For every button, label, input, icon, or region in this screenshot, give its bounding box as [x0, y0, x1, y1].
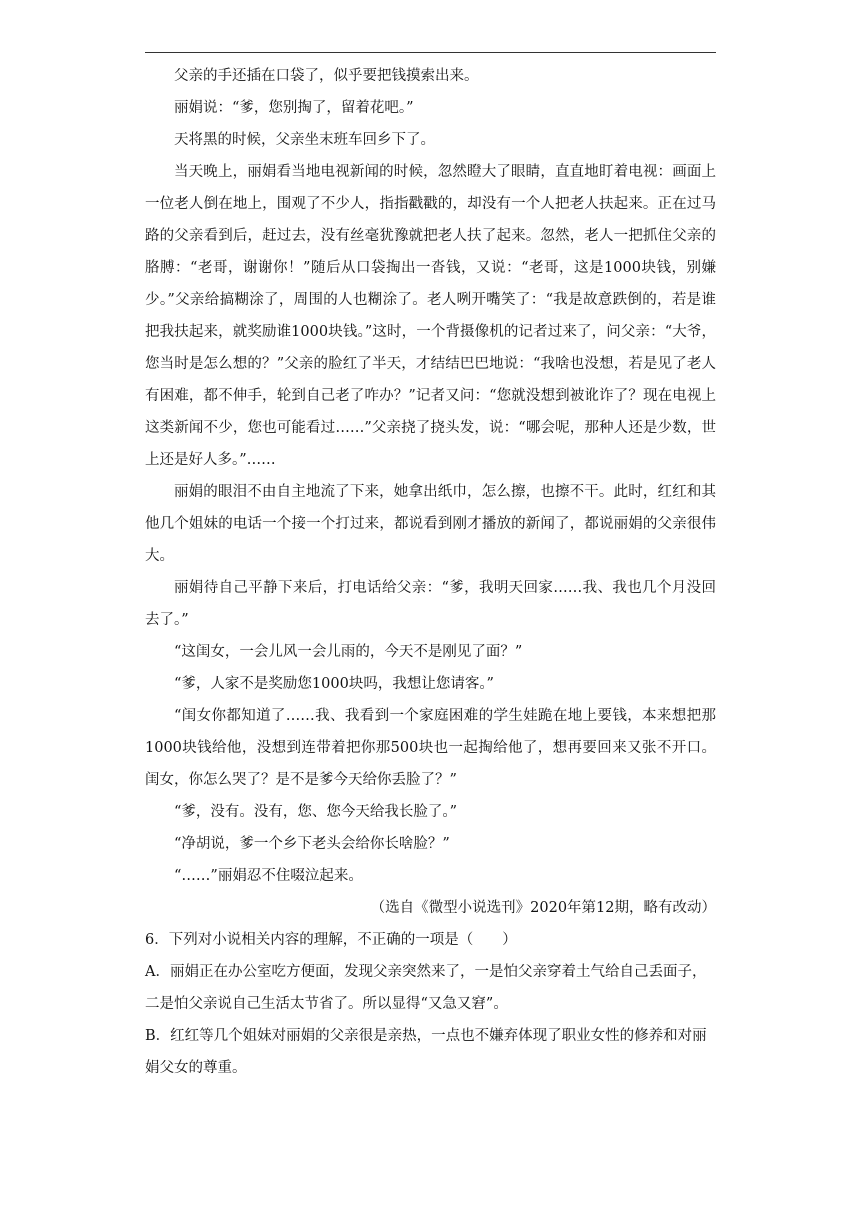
document-body	[145, 60, 716, 1084]
paragraph: “……”丽娟忍不住啜泣起来。	[174, 868, 363, 884]
paragraph: 丽娟的眼泪不由自主地流了下来，她拿出纸巾，怎么擦，也擦不干。此时，红红和其他几个姐妹的电话一个接一个打过来，都说看到刚才播放的新闻了，都说丽娟的父亲很伟大。	[145, 484, 716, 564]
option-a: A．丽娟正在办公室吃方便面，发现父亲突然来了，一是怕父亲穿着土气给自己丢面子，二是怕父亲说自己生活太节省了。所以显得“又急又窘”。	[145, 964, 707, 1012]
option-b: B．红红等几个姐妹对丽娟的父亲很是亲热，一点也不嫌弃体现了职业女性的修养和对丽娟父女的尊重。	[145, 1028, 707, 1076]
paragraph: 丽娟待自己平静下来后，打电话给父亲：“爹，我明天回家……我、我也几个月没回去了。”	[145, 580, 716, 628]
paragraph: “闺女你都知道了……我、我看到一个家庭困难的学生娃跪在地上要钱，本来想把那1000块钱给他，没想到连带着把你那500块也一起掏给他了，想再要回来又张不开口。闺女，你怎么哭了？是不是爹今天给你丢脸了？”	[145, 708, 716, 788]
paragraph: 天将黑的时候，父亲坐末班车回乡下了。	[174, 132, 435, 148]
question-stem: 6．下列对小说相关内容的理解，不正确的一项是（ ）	[145, 932, 517, 948]
header-rule	[145, 52, 716, 53]
source-citation: （选自《微型小说选刊》2020年第12期，略有改动）	[370, 900, 716, 916]
paragraph: 丽娟说：“爹，您别掏了，留着花吧。”	[174, 100, 414, 116]
paragraph: “这闺女，一会儿风一会儿雨的，今天不是刚见了面？”	[174, 644, 523, 660]
paragraph: 父亲的手还插在口袋了，似乎要把钱摸索出来。	[174, 68, 479, 84]
paragraph: 当天晚上，丽娟看当地电视新闻的时候，忽然瞪大了眼睛，直直地盯着电视：画面上一位老人倒在地上，围观了不少人，指指戳戳的，却没有一个人把老人扶起来。正在过马路的父亲看到后，赶过去，没有丝毫犹豫就把老人扶了起来。忽然，老人一把抓住父亲的胳膊：“老哥，谢谢你！”随后从口袋掏出一沓钱，又说：“老哥，这是1000块钱，别嫌少。”父亲给搞糊涂了，周围的人也糊涂了。老人咧开嘴笑了：“我是故意跌倒的，若是谁把我扶起来，就奖励谁1000块钱。”这时，一个背摄像机的记者过来了，问父亲：“大爷，您当时是怎么想的？”父亲的脸红了半天，才结结巴巴地说：“我啥也没想，若是见了老人有困难，都不伸手，轮到自己老了咋办？”记者又问：“您就没想到被讹诈了？现在电视上这类新闻不少，您也可能看过……”父亲挠了挠头发，说：“哪会呢，那种人还是少数，世上还是好人多。”……	[145, 164, 716, 468]
paragraph: “净胡说，爹一个乡下老头会给你长啥脸？”	[174, 836, 450, 852]
paragraph: “爹，人家不是奖励您1000块吗，我想让您请客。”	[174, 676, 494, 692]
paragraph: “爹，没有。没有，您、您今天给我长脸了。”	[174, 804, 458, 820]
